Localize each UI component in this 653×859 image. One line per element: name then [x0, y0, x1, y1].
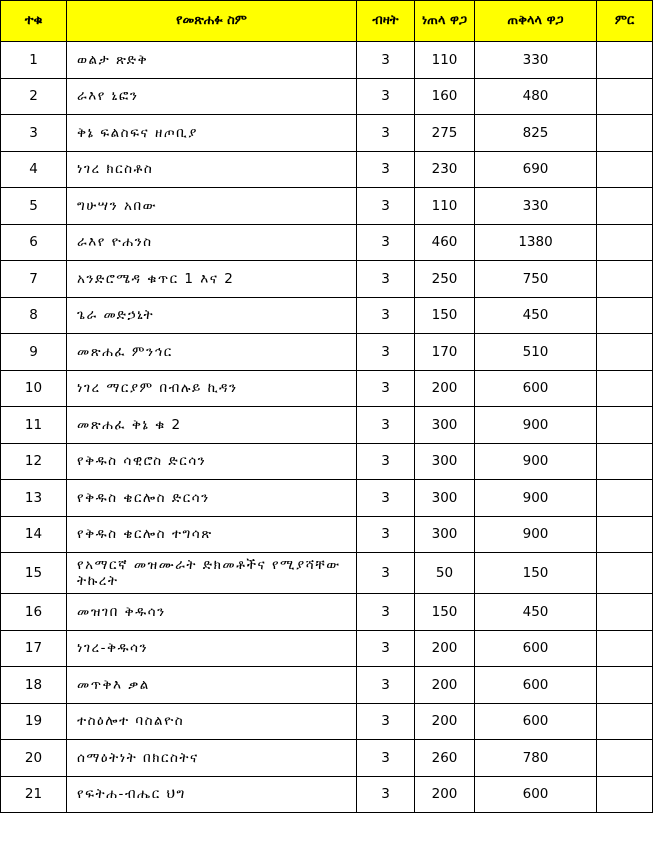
book-name-cell: ራእየ ኒፎን — [67, 78, 357, 115]
row-number-cell: 20 — [1, 740, 67, 777]
quantity-cell: 3 — [357, 703, 415, 740]
total-price-cell: 480 — [475, 78, 597, 115]
table-row — [1, 42, 653, 79]
book-name-cell: የቅዱስ ሳዊሮስ ድርሳን — [67, 443, 357, 480]
quantity-cell: 3 — [357, 297, 415, 334]
table-header-row — [1, 1, 653, 42]
table-row — [1, 443, 653, 480]
book-name-cell: ሰማዕትነት በክርስትና — [67, 740, 357, 777]
quantity-cell: 3 — [357, 224, 415, 261]
remarks-cell — [597, 42, 653, 79]
row-number-cell: 10 — [1, 370, 67, 407]
row-number-cell: 13 — [1, 480, 67, 517]
row-number-cell: 17 — [1, 630, 67, 667]
unit-price-cell: 275 — [415, 115, 475, 152]
unit-price-cell: 170 — [415, 334, 475, 371]
table-row — [1, 480, 653, 517]
quantity-cell: 3 — [357, 151, 415, 188]
book-name-cell: የቅዱስ ቄርሎስ ድርሳን — [67, 480, 357, 517]
quantity-cell: 3 — [357, 78, 415, 115]
row-number-cell: 15 — [1, 553, 67, 594]
quantity-cell: 3 — [357, 407, 415, 444]
unit-price-cell: 200 — [415, 370, 475, 407]
remarks-cell — [597, 703, 653, 740]
book-name-cell: ነገረ ማርያም በብሉይ ኪዳን — [67, 370, 357, 407]
unit-price-cell: 160 — [415, 78, 475, 115]
quantity-cell: 3 — [357, 115, 415, 152]
row-number-cell: 21 — [1, 776, 67, 813]
total-price-cell: 330 — [475, 42, 597, 79]
quantity-cell: 3 — [357, 630, 415, 667]
table-row — [1, 703, 653, 740]
header-unit-price: ነጠላ ዋጋ — [415, 1, 475, 42]
quantity-cell: 3 — [357, 334, 415, 371]
remarks-cell — [597, 594, 653, 631]
row-number-cell: 3 — [1, 115, 67, 152]
row-number-cell: 1 — [1, 42, 67, 79]
table-row — [1, 224, 653, 261]
table-row — [1, 151, 653, 188]
table-row — [1, 115, 653, 152]
book-name-cell: ነገረ ክርስቶስ — [67, 151, 357, 188]
table-row — [1, 553, 653, 594]
quantity-cell: 3 — [357, 188, 415, 225]
total-price-cell: 1380 — [475, 224, 597, 261]
total-price-cell: 600 — [475, 667, 597, 704]
row-number-cell: 14 — [1, 516, 67, 553]
remarks-cell — [597, 516, 653, 553]
unit-price-cell: 260 — [415, 740, 475, 777]
unit-price-cell: 250 — [415, 261, 475, 298]
unit-price-cell: 300 — [415, 443, 475, 480]
remarks-cell — [597, 224, 653, 261]
quantity-cell: 3 — [357, 261, 415, 298]
header-remarks: ምር — [597, 1, 653, 42]
total-price-cell: 900 — [475, 480, 597, 517]
table-row — [1, 776, 653, 813]
row-number-cell: 5 — [1, 188, 67, 225]
table-row — [1, 630, 653, 667]
row-number-cell: 11 — [1, 407, 67, 444]
remarks-cell — [597, 151, 653, 188]
header-number: ተቁ — [1, 1, 67, 42]
book-name-cell: ነገረ-ቅዱሳን — [67, 630, 357, 667]
quantity-cell: 3 — [357, 594, 415, 631]
remarks-cell — [597, 443, 653, 480]
unit-price-cell: 300 — [415, 516, 475, 553]
unit-price-cell: 200 — [415, 667, 475, 704]
total-price-cell: 510 — [475, 334, 597, 371]
remarks-cell — [597, 740, 653, 777]
unit-price-cell: 150 — [415, 594, 475, 631]
remarks-cell — [597, 776, 653, 813]
remarks-cell — [597, 297, 653, 334]
unit-price-cell: 110 — [415, 188, 475, 225]
unit-price-cell: 200 — [415, 630, 475, 667]
header-quantity: ብዛት — [357, 1, 415, 42]
book-name-cell: ቅኔ ፍልስፍና ዘጦቢያ — [67, 115, 357, 152]
total-price-cell: 690 — [475, 151, 597, 188]
book-name-cell: ጌራ መድኃኒት — [67, 297, 357, 334]
book-name-cell: መጽሐፈ ቅኔ ቁ 2 — [67, 407, 357, 444]
header-book-name: የመጽሐፉ ስም — [67, 1, 357, 42]
table-row — [1, 370, 653, 407]
row-number-cell: 7 — [1, 261, 67, 298]
table-row — [1, 667, 653, 704]
total-price-cell: 750 — [475, 261, 597, 298]
unit-price-cell: 150 — [415, 297, 475, 334]
quantity-cell: 3 — [357, 42, 415, 79]
table-row — [1, 334, 653, 371]
table-row — [1, 516, 653, 553]
table-row — [1, 594, 653, 631]
unit-price-cell: 200 — [415, 703, 475, 740]
header-total-price: ጠቅላላ ዋጋ — [475, 1, 597, 42]
table-row — [1, 78, 653, 115]
remarks-cell — [597, 480, 653, 517]
total-price-cell: 900 — [475, 407, 597, 444]
unit-price-cell: 300 — [415, 480, 475, 517]
unit-price-cell: 300 — [415, 407, 475, 444]
book-name-cell: ተስዕሎተ ባስልዮስ — [67, 703, 357, 740]
total-price-cell: 600 — [475, 630, 597, 667]
quantity-cell: 3 — [357, 776, 415, 813]
unit-price-cell: 200 — [415, 776, 475, 813]
remarks-cell — [597, 115, 653, 152]
table-row — [1, 407, 653, 444]
total-price-cell: 150 — [475, 553, 597, 594]
quantity-cell: 3 — [357, 370, 415, 407]
row-number-cell: 4 — [1, 151, 67, 188]
book-name-cell: አንድሮሜዳ ቁጥር 1 እና 2 — [67, 261, 357, 298]
table-row — [1, 297, 653, 334]
row-number-cell: 16 — [1, 594, 67, 631]
quantity-cell: 3 — [357, 667, 415, 704]
table-row — [1, 188, 653, 225]
book-name-cell: ራእየ ዮሐንስ — [67, 224, 357, 261]
quantity-cell: 3 — [357, 516, 415, 553]
row-number-cell: 6 — [1, 224, 67, 261]
row-number-cell: 18 — [1, 667, 67, 704]
book-name-cell: መጥቅእ ቃል — [67, 667, 357, 704]
total-price-cell: 780 — [475, 740, 597, 777]
remarks-cell — [597, 334, 653, 371]
remarks-cell — [597, 188, 653, 225]
total-price-cell: 450 — [475, 297, 597, 334]
unit-price-cell: 460 — [415, 224, 475, 261]
unit-price-cell: 110 — [415, 42, 475, 79]
remarks-cell — [597, 553, 653, 594]
row-number-cell: 12 — [1, 443, 67, 480]
book-name-cell: ወልታ ጽድቅ — [67, 42, 357, 79]
remarks-cell — [597, 261, 653, 298]
quantity-cell: 3 — [357, 443, 415, 480]
unit-price-cell: 230 — [415, 151, 475, 188]
remarks-cell — [597, 630, 653, 667]
unit-price-cell: 50 — [415, 553, 475, 594]
row-number-cell: 19 — [1, 703, 67, 740]
table-row — [1, 740, 653, 777]
total-price-cell: 600 — [475, 703, 597, 740]
row-number-cell: 8 — [1, 297, 67, 334]
book-name-cell: ግሁሣን አበው — [67, 188, 357, 225]
total-price-cell: 825 — [475, 115, 597, 152]
quantity-cell: 3 — [357, 740, 415, 777]
total-price-cell: 330 — [475, 188, 597, 225]
total-price-cell: 600 — [475, 370, 597, 407]
book-name-cell: የአማርኛ መዝሙራት ድክመቶችና የሚያሻቸው ትኩረት — [67, 553, 357, 594]
book-name-cell: መዝገበ ቅዱሳን — [67, 594, 357, 631]
quantity-cell: 3 — [357, 553, 415, 594]
row-number-cell: 9 — [1, 334, 67, 371]
row-number-cell: 2 — [1, 78, 67, 115]
remarks-cell — [597, 370, 653, 407]
remarks-cell — [597, 78, 653, 115]
remarks-cell — [597, 407, 653, 444]
book-name-cell: መጽሐፈ ምንኅር — [67, 334, 357, 371]
book-name-cell: የፍትሐ-ብሔር ህግ — [67, 776, 357, 813]
total-price-cell: 900 — [475, 516, 597, 553]
book-name-cell: የቅዱስ ቄርሎስ ተግሳጽ — [67, 516, 357, 553]
total-price-cell: 600 — [475, 776, 597, 813]
remarks-cell — [597, 667, 653, 704]
total-price-cell: 900 — [475, 443, 597, 480]
table-row — [1, 261, 653, 298]
total-price-cell: 450 — [475, 594, 597, 631]
quantity-cell: 3 — [357, 480, 415, 517]
